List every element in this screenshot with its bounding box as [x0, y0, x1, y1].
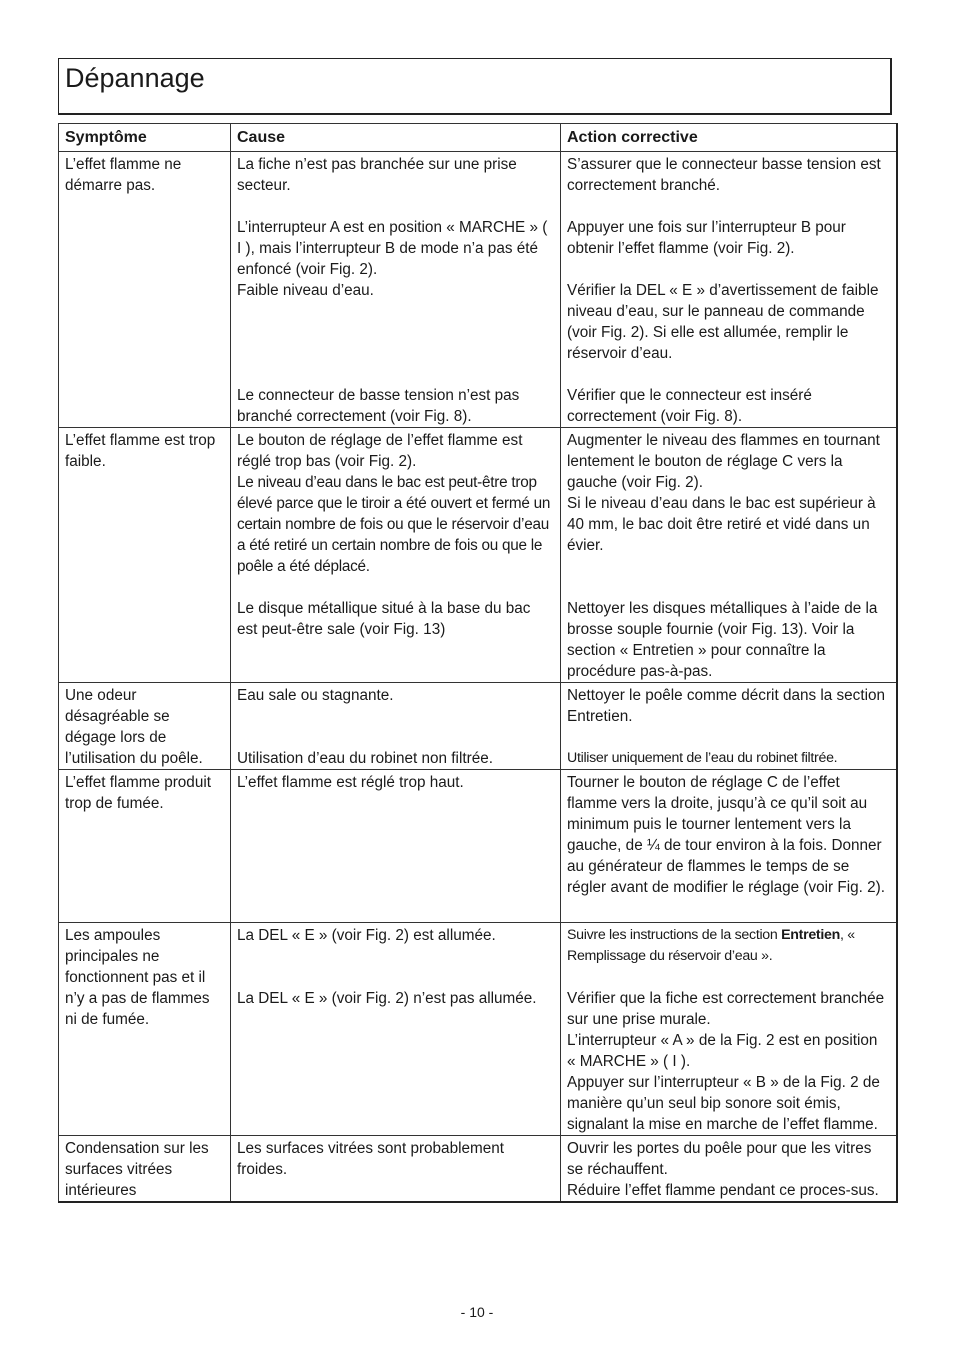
title-box — [58, 58, 892, 115]
action-text — [567, 925, 890, 967]
symptom-cell — [59, 428, 231, 683]
action-text: Nettoyer les disques métalliques à l’aide de la brosse souple fournie (voir Fig. 13). Voir la section « Entretien » pour connaître la procédure pas-à-pas. — [567, 600, 878, 680]
table-row — [59, 923, 897, 1136]
symptom-cell — [59, 923, 231, 1136]
table-row — [59, 152, 897, 428]
action-text: Ouvrir les portes du poêle pour que les vitres se réchauffent. — [567, 1140, 872, 1178]
action-text: Utiliser uniquement de l’eau du robinet filtrée. — [567, 750, 838, 766]
action-text-part: , « Remplissage du réservoir d’eau ». — [567, 927, 855, 964]
table-row — [59, 1136, 897, 1203]
symptom-cell — [59, 770, 231, 923]
action-cell — [561, 683, 897, 770]
symptom-text: Condensation sur les surfaces vitrées intérieures — [65, 1140, 209, 1199]
action-text: Si le niveau d’eau dans le bac est supérieur à 40 mm, le bac doit être retiré et vidé dans un évier. — [567, 495, 876, 554]
action-text-part: Suivre les instructions de la section — [567, 927, 782, 943]
action-cell — [561, 1136, 897, 1203]
cause-cell — [231, 152, 561, 428]
table-header-row — [59, 124, 897, 152]
action-text: S’assurer que le connecteur basse tension est correctement branché. — [567, 156, 881, 194]
cause-text: L’interrupteur A est en position « MARCHE » ( I ), mais l’interrupteur B de mode n’a pas été enfoncé (voir Fig. 2). — [237, 219, 548, 278]
cause-text: Eau sale ou stagnante. — [237, 687, 394, 704]
symptom-text: L’effet flamme ne démarre pas. — [65, 156, 182, 194]
cause-cell — [231, 770, 561, 923]
cause-cell — [231, 683, 561, 770]
cause-cell — [231, 923, 561, 1136]
symptom-text: Les ampoules principales ne fonctionnent pas et il n’y a pas de flammes ni de fumée. — [65, 927, 210, 1028]
page-title: Dépannage — [65, 63, 205, 93]
table-row — [59, 770, 897, 923]
cause-text: La fiche n’est pas branchée sur une prise secteur. — [237, 156, 517, 194]
entretien-bold: Entretien — [781, 927, 840, 943]
cause-text: Faible niveau d’eau. — [237, 282, 374, 299]
action-text: Vérifier que la fiche est correctement branchée sur une prise murale. — [567, 990, 885, 1028]
page-number: - 10 - — [460, 1304, 494, 1320]
symptom-text: L’effet flamme est trop faible. — [65, 432, 216, 470]
header-action: Action corrective — [561, 124, 897, 152]
cause-text: Utilisation d’eau du robinet non filtrée. — [237, 750, 493, 767]
cause-text: L’effet flamme est réglé trop haut. — [237, 774, 464, 791]
action-cell — [561, 923, 897, 1136]
cause-cell — [231, 428, 561, 683]
action-text: Appuyer sur l’interrupteur « B » de la Fig. 2 de manière qu’un seul bip sonore soit émis, signalant la mise en marche de l’effet flamme. — [567, 1074, 880, 1133]
action-text: Nettoyer le poêle comme décrit dans la section Entretien. — [567, 687, 885, 725]
action-text: Réduire l’effet flamme pendant ce proces-sus. — [567, 1182, 879, 1199]
action-text: Vérifier que le connecteur est inséré correctement (voir Fig. 8). — [567, 387, 812, 425]
action-text: Vérifier la DEL « E » d’avertissement de faible niveau d’eau, sur le panneau de commande (voir Fig. 2). Si elle est allumée, remplir le réservoir d’eau. — [567, 282, 879, 362]
action-text: Appuyer une fois sur l’interrupteur B pour obtenir l’effet flamme (voir Fig. 2). — [567, 219, 846, 257]
symptom-cell — [59, 683, 231, 770]
table-row — [59, 683, 897, 770]
cause-text: Le bouton de réglage de l’effet flamme est réglé trop bas (voir Fig. 2). — [237, 432, 523, 470]
symptom-text: Une odeur désagréable se dégage lors de l’utilisation du poêle. — [65, 687, 203, 767]
action-cell — [561, 770, 897, 923]
cause-text: La DEL « E » (voir Fig. 2) n’est pas allumée. — [237, 990, 537, 1007]
symptom-text: L’effet flamme produit trop de fumée. — [65, 774, 211, 812]
cause-text: Les surfaces vitrées sont probablement froides. — [237, 1140, 504, 1178]
header-cause: Cause — [231, 124, 561, 152]
symptom-cell — [59, 1136, 231, 1203]
action-text: Tourner le bouton de réglage C de l’effet flamme vers la droite, jusqu’à ce qu’il soit au minimum puis le tourner lentement vers la gauche, de ¼ de tour environ à la fois. Donner au générateur de flammes le temps de se régler avant de modifier le réglage (voir Fig. 2). — [567, 774, 885, 896]
action-text: Augmenter le niveau des flammes en tournant lentement le bouton de réglage C vers la gauche (voir Fig. 2). — [567, 432, 880, 491]
action-cell — [561, 152, 897, 428]
troubleshooting-table — [58, 123, 898, 1203]
cause-text: Le connecteur de basse tension n’est pas branché correctement (voir Fig. 8). — [237, 387, 520, 425]
header-symptom: Symptôme — [59, 124, 231, 152]
cause-text: Le niveau d’eau dans le bac est peut-être trop élevé parce que le tiroir a été ouvert et fermé un certain nombre de fois ou que le réservoir d’eau a été retiré un certain nombre de fois ou que le poêle a été déplacé. — [237, 474, 551, 575]
action-text: L’interrupteur « A » de la Fig. 2 est en position « MARCHE » ( I ). — [567, 1032, 878, 1070]
symptom-cell — [59, 152, 231, 428]
cause-text: Le disque métallique situé à la base du bac est peut-être sale (voir Fig. 13) — [237, 600, 531, 638]
cause-cell — [231, 1136, 561, 1203]
table-row — [59, 428, 897, 683]
action-cell — [561, 428, 897, 683]
cause-text: La DEL « E » (voir Fig. 2) est allumée. — [237, 927, 496, 944]
